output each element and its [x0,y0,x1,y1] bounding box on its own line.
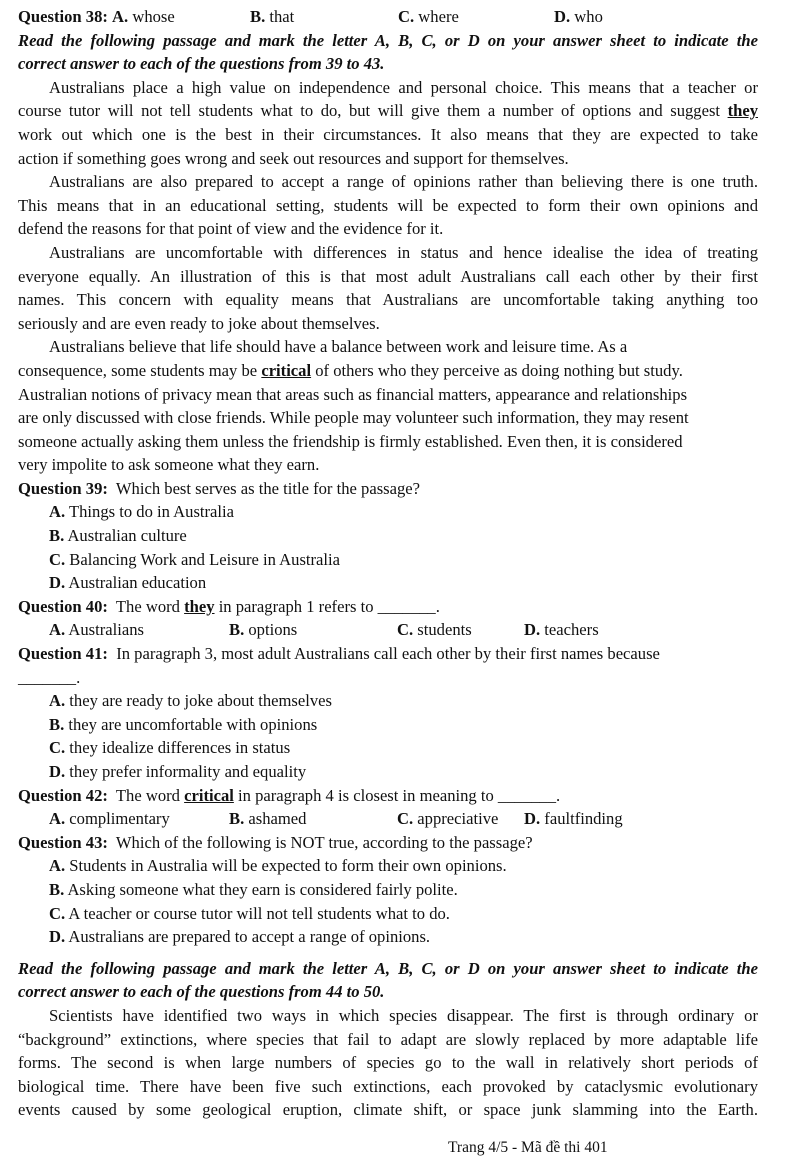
passage-line: defend the reasons for that point of view and the evidence for it. [18,219,444,239]
keyword-critical: critical [261,360,312,380]
keyword-they: they [727,101,758,121]
passage-line: events caused by some geological eruption, climate shift, or space junk slamming into the Earth. [18,1100,758,1120]
option-letter: A. [112,7,129,26]
passage-line: This means that in an educational setting, students will be expected to form their own opinions and [18,195,758,215]
passage-line: consequence, some students may be critical of others who they perceive as doing nothing but study. [18,360,683,380]
option-b: B. Australian culture [49,526,187,546]
question-label: Question 43: [18,832,108,852]
instruction-text: Read the following passage and mark the letter A, B, C, or D on your answer sheet to indicate the [18,958,758,978]
question-label: Question 38: [18,7,108,26]
passage-line: everyone equally. An illustration of this is that most adult Australians call each other by their first [18,266,758,286]
option-c: C. Balancing Work and Leisure in Australia [49,549,340,569]
passage-line: action if something goes wrong and seek out resources and support for themselves. [18,148,569,168]
passage-line: Australians believe that life should have a balance between work and leisure time. As a [49,337,628,357]
passage-line: are only discussed with close friends. While people may volunteer such information, they may resent [18,408,689,428]
question-40-stem: Question 40: The word they in paragraph 1 refers to _______. [18,596,440,616]
instruction-text: Read the following passage and mark the letter A, B, C, or D on your answer sheet to indicate the [18,30,758,50]
question-38-options [18,5,758,29]
passage-line: forms. The second is when large numbers of species go to the wall in relatively short periods of [18,1053,758,1073]
question-label: Question 42: [18,785,108,805]
option-text: who [574,7,603,26]
exam-page [18,5,758,1122]
question-40-options: A. Australians B. options C. students D. teachers [49,620,599,640]
keyword-critical: critical [184,785,234,805]
passage-line: Australian notions of privacy mean that areas such as financial matters, appearance and relationships [18,384,688,404]
passage-line: “background” extinctions, where species that fail to adapt are slowly replaced by more adaptable life [18,1029,758,1049]
option-d: D. Australians are prepared to accept a range of opinions. [49,927,431,947]
option-b: B. Asking someone what they earn is considered fairly polite. [49,879,458,899]
option-text: whose [132,7,175,26]
passage-line: Australians are uncomfortable with differences in status and hence idealise the idea of treating [49,242,758,262]
question-41-stem: Question 41: In paragraph 3, most adult Australians call each other by their first names because [18,644,660,664]
instruction-text: correct answer to each of the questions from 44 to 50. [18,982,385,1002]
passage-line: very impolite to ask someone what they earn. [18,455,320,475]
option-letter: D. [554,7,571,26]
question-label: Question 39: [18,478,108,498]
passage-line: course tutor will not tell students what to do, but will give them a number of options and suggest they [18,101,758,121]
question-43-stem: Question 43: Which of the following is NOT true, according to the passage? [18,832,533,852]
passage-line: seriously and are even ready to joke about themselves. [18,313,380,333]
option-b: B. they are uncomfortable with opinions [49,714,318,734]
passage-line: Scientists have identified two ways in which species disappear. The first is through ordinary or [49,1005,758,1025]
option-d: D. they prefer informality and equality [49,762,307,781]
question-42-stem: Question 42: The word critical in paragraph 4 is closest in meaning to _______. [18,785,561,805]
option-letter: C. [398,7,415,26]
question-42-options: A. complimentary B. ashamed C. appreciative D. faultfinding [49,809,623,829]
page-footer: Trang 4/5 - Mã đề thi 401 [448,1139,608,1156]
passage-line: someone actually asking them unless the friendship is firmly established. Even then, it is considered [18,431,683,451]
passage-line: work out which one is the best in their circumstances. It also means that they are expected to take [18,124,758,144]
option-letter: B. [250,7,266,26]
question-label: Question 41: [18,644,108,664]
question-39-stem: Question 39: Which best serves as the title for the passage? [18,478,420,498]
instruction-text: correct answer to each of the questions from 39 to 43. [18,54,385,74]
option-a: A. Students in Australia will be expected to form their own opinions. [49,856,507,876]
option-d: D. Australian education [49,573,207,593]
option-c: C. they idealize differences in status [49,738,291,758]
option-a: A. they are ready to joke about themselves [49,691,332,711]
option-c: C. A teacher or course tutor will not tell students what to do. [49,903,450,923]
option-a: A. Things to do in Australia [49,502,235,522]
question-label: Question 40: [18,596,108,616]
passage-line: names. This concern with equality means that Australians are uncomfortable taking anything too [18,290,758,310]
option-text: that [269,7,295,26]
passage-line: Australians place a high value on independence and personal choice. This means that a teacher or [49,77,758,97]
keyword-they: they [184,596,215,616]
passage-line: Australians are also prepared to accept a range of opinions rather than believing there is one truth. [49,172,758,192]
option-text: where [418,7,459,26]
answer-blank: _______. [18,667,81,687]
passage-line: biological time. There have been five such extinctions, each provoked by cataclysmic evolutionary [18,1076,758,1096]
